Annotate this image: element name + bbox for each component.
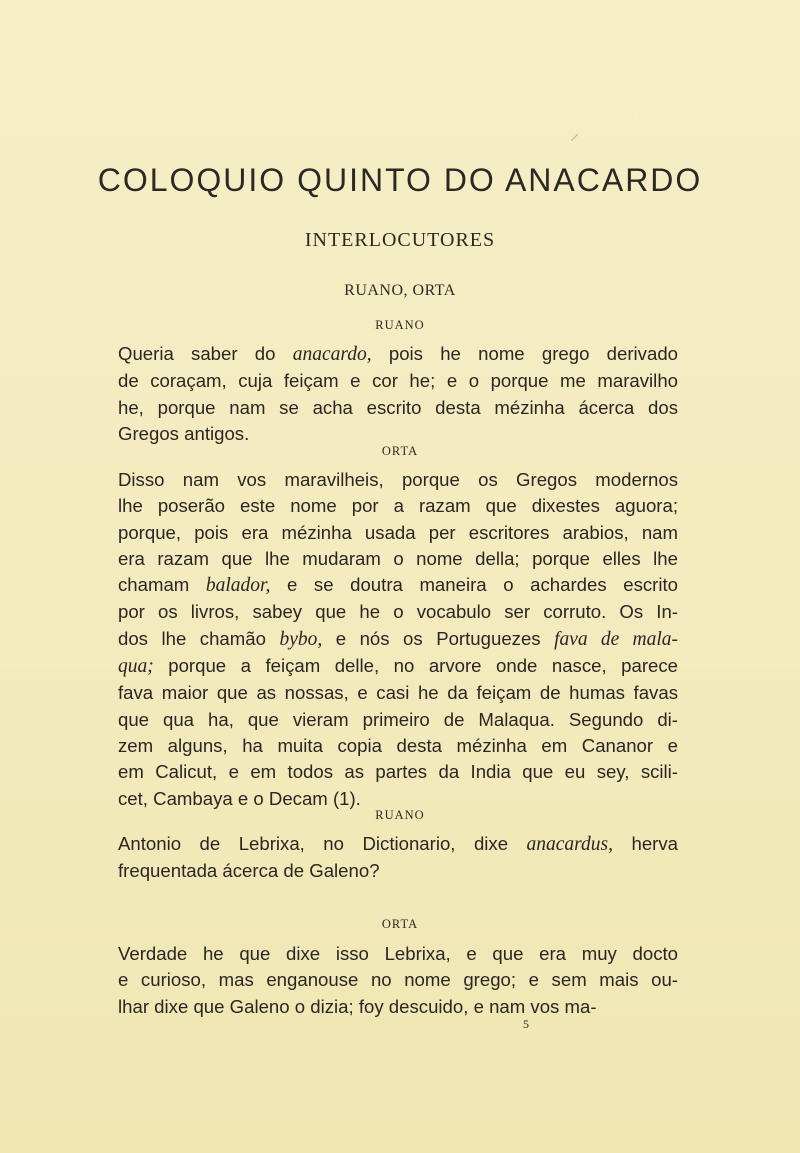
text-run: Antonio de Lebrixa, no Dictionario, dixe [118, 833, 527, 854]
paper-speck [571, 134, 578, 141]
paragraph [118, 831, 678, 885]
text-run: Gregos antigos. [118, 422, 250, 444]
text-line [118, 341, 678, 368]
text-run: dos lhe chamão [118, 627, 280, 649]
text-run: lhe poserão este nome por a razam que dixestes aguora; [118, 495, 678, 517]
text-line [118, 520, 678, 546]
text-line [118, 680, 678, 706]
text-run: he, porque nam se acha escrito desta mézinha ácerca dos [118, 396, 678, 418]
chapter-title: COLOQUIO QUINTO DO ANACARDO [97, 162, 703, 198]
text-run: frequentada ácerca de Galeno? [118, 860, 380, 882]
paragraph [118, 941, 678, 1020]
italic-term: bybo, [279, 628, 323, 650]
text-run: Verdade he que dixe isso Lebrixa, e que era muy docto [118, 943, 678, 964]
text-run: que qua ha, que vieram primeiro de Malaqua. Segundo di- [118, 708, 678, 730]
text-run: zem alguns, ha muita copia desta mézinha em Cananor e [118, 734, 678, 756]
text-run: porque a feiçam delle, no arvore onde nasce, parece [153, 655, 678, 677]
speaker-label: ORTA [381, 917, 419, 931]
text-run: porque, pois era mézinha usada per escritores arabios, nam [118, 521, 678, 543]
text-line [118, 941, 678, 967]
text-line [118, 626, 678, 653]
italic-term: balador, [205, 575, 271, 597]
italic-term: qua; [118, 656, 154, 678]
text-line [118, 572, 678, 599]
text-run: cet, Cambaya e o Decam (1). [118, 787, 361, 809]
text-line [118, 546, 678, 572]
text-run: Queria saber do [118, 343, 293, 364]
text-run: Disso nam vos maravilheis, porque os Gregos modernos [118, 469, 678, 490]
text-run: pois he nome grego derivado [371, 343, 678, 364]
text-run: era razam que lhe mudaram o nome della; porque elles lhe [118, 547, 678, 569]
speaker-label: RUANO [375, 808, 425, 822]
text-line [118, 599, 678, 625]
text-line [118, 733, 678, 759]
text-run: por os livros, sabey que he o vocabulo ser corruto. Os In- [118, 601, 678, 623]
text-run: e se doutra maneira o achardes escrito [270, 574, 678, 596]
text-run: fava maior que as nossas, e casi he da feiçam de humas favas [118, 682, 678, 704]
text-run: chamam [118, 574, 206, 596]
paragraph [118, 341, 678, 447]
text-line [118, 707, 678, 733]
italic-term: anacardus, [526, 834, 614, 855]
text-run: e curioso, mas enganouse no nome grego; e sem mais ou- [118, 969, 678, 991]
italic-term: anacardo, [292, 344, 372, 365]
text-run: herva [613, 833, 678, 854]
text-line [118, 493, 678, 519]
text-line [118, 368, 678, 394]
page-number: 5 [523, 1017, 529, 1031]
interlocutors-list: RUANO, ORTA [344, 282, 456, 299]
speaker-label: ORTA [381, 444, 419, 458]
interlocutors-heading: INTERLOCUTORES [304, 229, 496, 251]
speaker-label: RUANO [375, 318, 425, 332]
text-line [118, 831, 678, 858]
paragraph [118, 467, 678, 812]
text-run: e nós os Portuguezes [322, 627, 555, 649]
text-line [118, 858, 678, 884]
text-run: de coraçam, cuja feiçam e cor he; e o porque me maravilho [118, 370, 678, 392]
text-line [118, 395, 678, 421]
text-line [118, 967, 678, 993]
text-line [118, 653, 678, 680]
text-line [118, 759, 678, 785]
italic-term: fava de mala- [554, 628, 678, 650]
text-line [118, 994, 678, 1020]
text-run: em Calicut, e em todos as partes da India que eu sey, scili- [118, 761, 678, 783]
text-line [118, 467, 678, 493]
text-run: lhar dixe que Galeno o dizia; foy descuido, e nam vos ma- [118, 995, 597, 1017]
